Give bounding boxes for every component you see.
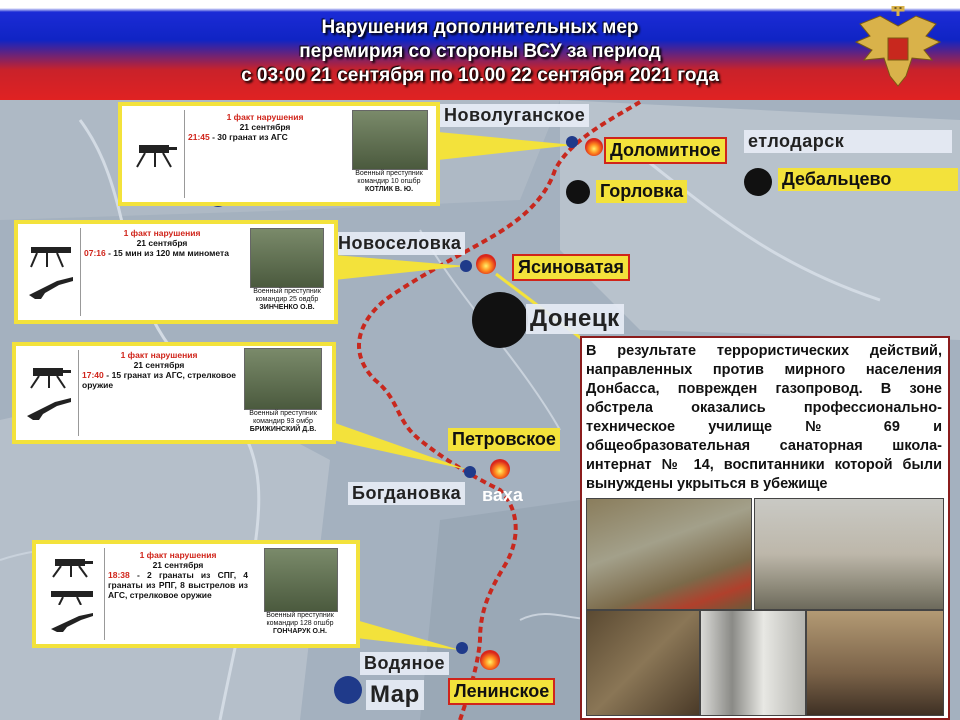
caption-line-1: Военный преступник [253,288,321,295]
violation-card-1 [118,102,440,206]
card-time: 18:38 [108,570,130,580]
label-donetsk: Донецк [526,304,624,334]
weapon-panel [22,228,81,316]
photo-debris [586,610,700,716]
violation-card-2 [14,220,338,324]
village-dot-novoselovka [460,260,472,272]
commander-caption [244,288,330,312]
rifle-icon [49,611,95,633]
agl-weapon-icon [27,364,71,390]
label-svetlodarsk: етлодарск [744,130,952,153]
commander-name: ГОНЧАРУК О.Н. [273,628,327,635]
commander-name: КОТЛИК В. Ю. [364,186,414,193]
fire-icon-petrovskoe [490,459,510,479]
fire-icon-yasinovataya [476,254,496,274]
card-date: 21 сентября [136,238,188,248]
label-yasinovataya: Ясиноватая [512,254,630,281]
title-line-3: с 03:00 21 сентября по 10.00 22 сентября 2021 года [241,65,719,86]
card-detail: - 30 гранат из АГС [209,132,288,142]
card-detail: - 2 гранаты из СПГ, 4 гранаты из РПГ, 8 выстрелов из АГС, стрелковое оружие [108,570,248,600]
label-mar: Мар [366,680,424,710]
commander-caption [252,612,348,636]
caption-line-2: командир 93 омбр [253,418,313,425]
card-text [188,112,342,142]
commander-photo [352,110,428,170]
village-dot-bogdanovka [464,466,476,478]
rifle-icon [25,396,73,422]
incident-info-box [580,336,950,720]
page-title [150,16,810,88]
rifle-icon [27,275,75,301]
city-dot-gorlovka [566,180,590,204]
commander-caption [346,170,432,194]
card-date: 21 сентября [133,360,185,370]
commander-name: ЗИНЧЕНКО О.В. [259,304,315,311]
title-line-2: перемирия со стороны ВСУ за период [299,41,661,62]
city-dot-donetsk [472,292,528,348]
card-date: 21 сентября [239,122,291,132]
label-bogdanovka: Богдановка [348,482,465,505]
card-time: 17:40 [82,370,104,380]
card-header: 1 факт нарушения [226,112,304,122]
mortar-icon [27,243,75,269]
village-dot-vodyanoe [456,642,468,654]
card-text [82,350,236,390]
card-date: 21 сентября [152,560,204,570]
incident-description: В результате террористических действий, направленных против мирного населения Донбасса, поврежден газопровод. В зоне обстрела оказались профессионально-техническое училище № 69 и общеобразовательная санаторная школа-интернат № 14, воспитанники которой были вынуждены укрыться в убежище [586,343,942,492]
agl-weapon-icon [133,139,177,169]
photo-fire-truck [586,498,752,610]
card-detail: - 15 гранат из АГС, стрелковое оружие [82,370,236,390]
caption-line-2: командир 25 овдбр [255,296,319,303]
eagle-emblem-icon [850,6,946,92]
launcher-icon [49,585,95,605]
fire-icon-leninskoe [480,650,500,670]
commander-name: БРИЖИНСКИЙ Д.В. [249,426,317,433]
caption-line-1: Военный преступник [249,410,317,417]
weapon-panel [126,110,185,198]
card-text [84,228,240,258]
caption-line-2: командир 128 огшбр [266,620,334,627]
village-dot-novoluganskoe [566,136,578,148]
label-dolomitnoe: Доломитное [604,137,727,164]
commander-caption [238,410,328,434]
caption-line-1: Военный преступник [355,170,423,177]
caption-line-1: Военный преступник [266,612,334,619]
commander-photo [264,548,338,612]
label-novoluganskoe: Новолуганское [440,104,589,127]
agl-weapon-icon [49,555,95,579]
city-dot-debaltsevo [744,168,772,196]
weapon-panel [20,350,79,436]
fire-icon-dolomitnoe [585,138,603,156]
card-time: 21:45 [188,132,210,142]
card-header: 1 факт нарушения [120,350,198,360]
card-detail: - 15 мин из 120 мм миномета [105,248,229,258]
card-text [108,550,248,600]
card-time: 07:16 [84,248,106,258]
label-vodyanoe: Водяное [360,652,449,675]
violation-card-4 [32,540,360,648]
label-novoselovka: Новоселовка [334,232,465,255]
label-leninskoe: Ленинское [448,678,555,705]
city-dot-mar [334,676,362,704]
photo-corridor [700,610,806,716]
photo-shelter [806,610,944,716]
label-debaltsevo: Дебальцево [778,168,958,191]
label-gorlovka: Горловка [596,180,687,203]
violation-card-3 [12,342,336,444]
card-header: 1 факт нарушения [123,228,201,238]
caption-line-2: командир 10 огшбр [357,178,421,185]
weapon-panel [40,548,105,640]
commander-photo [250,228,324,288]
photo-school-building [754,498,944,610]
card-header: 1 факт нарушения [139,550,217,560]
commander-photo [244,348,322,410]
title-line-1: Нарушения дополнительных мер [321,17,639,38]
label-vaha: ваха [482,485,523,505]
label-petrovskoe: Петровское [448,428,560,451]
